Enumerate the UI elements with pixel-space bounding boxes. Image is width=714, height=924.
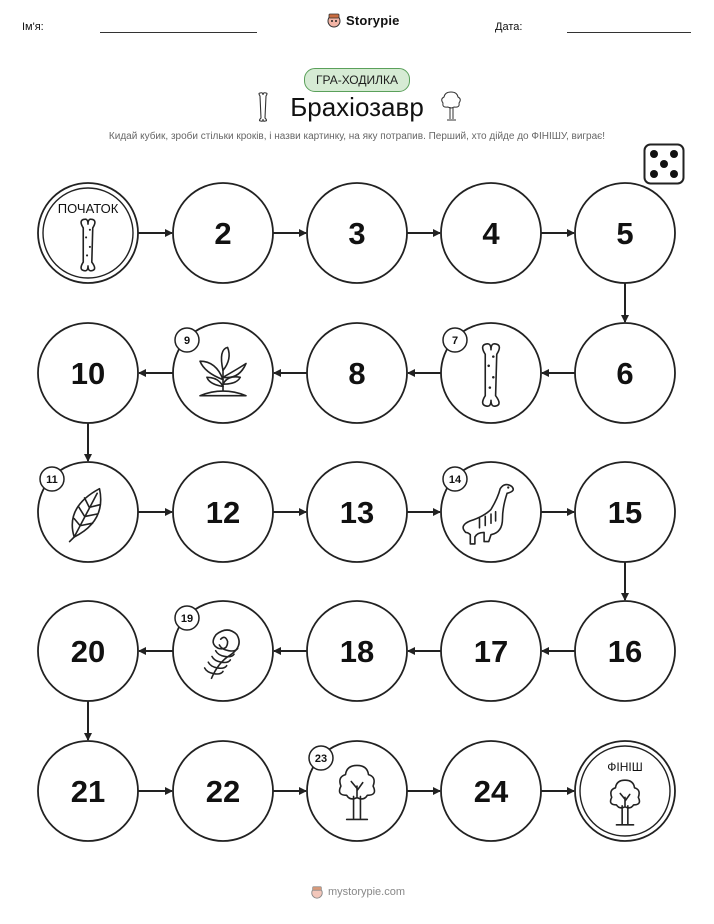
board-space-13: [307, 462, 407, 562]
space-number: 17: [473, 634, 509, 669]
board-space-3: [307, 183, 407, 283]
date-label: Дата:: [495, 21, 523, 33]
space-number: 14: [448, 474, 462, 486]
bone-icon: [483, 344, 500, 406]
board-space-12: [173, 462, 273, 562]
space-number: 5: [616, 216, 634, 251]
space-number: 3: [348, 216, 366, 251]
board-space-14: [441, 462, 541, 562]
board-space-21: [38, 741, 138, 841]
board-space-18: [307, 601, 407, 701]
space-number: 13: [339, 495, 375, 530]
board-space-25: [575, 741, 675, 841]
space-number: 10: [70, 356, 106, 391]
name-label: Ім'я:: [22, 21, 44, 33]
board-space-2: [173, 183, 273, 283]
space-number: 24: [473, 774, 509, 809]
space-number: 4: [482, 216, 500, 251]
space-number: 16: [607, 634, 643, 669]
bone-icon: [81, 219, 95, 271]
game-type-badge: ГРА-ХОДИЛКА: [304, 68, 410, 92]
space-number: 21: [70, 774, 106, 809]
board-space-22: [173, 741, 273, 841]
board-space-10: [38, 323, 138, 423]
instructions: Кидай кубик, зроби стільки кроків, і назви картинку, на яку потрапив. Перший, хто дійде до ФІНІШУ, виграє!: [108, 131, 606, 142]
space-number: 2: [214, 216, 232, 251]
page-title: Брахіозавр: [290, 92, 424, 122]
board-space-4: [441, 183, 541, 283]
storypie-mascot-icon: [310, 885, 324, 899]
space-number: 8: [348, 356, 366, 391]
board-space-8: [307, 323, 407, 423]
board-space-19: [173, 601, 273, 701]
space-number: 9: [183, 335, 191, 347]
board-space-9: [173, 323, 273, 423]
space-number: 6: [616, 356, 634, 391]
board-space-15: [575, 462, 675, 562]
board-space-16: [575, 601, 675, 701]
space-number: 19: [180, 613, 194, 625]
board-space-20: [38, 601, 138, 701]
footer-url: mystorypie.com: [328, 886, 406, 898]
board-space-1: [38, 183, 138, 283]
space-number: 22: [205, 774, 241, 809]
brand-name: Storypie: [346, 12, 400, 28]
space-number: 23: [314, 753, 328, 765]
board-space-7: [441, 323, 541, 423]
board-space-17: [441, 601, 541, 701]
board-space-23: [307, 741, 407, 841]
board-space-6: [575, 323, 675, 423]
space-number: 15: [607, 495, 643, 530]
board-space-24: [441, 741, 541, 841]
footer: [310, 885, 405, 899]
space-number: 12: [205, 495, 241, 530]
start-label: ПОЧАТОК: [57, 201, 119, 216]
space-number: 7: [451, 335, 459, 347]
board-space-11: [38, 462, 138, 562]
space-number: 11: [46, 474, 58, 486]
finish-label: ФІНІШ: [607, 760, 643, 774]
space-number: 18: [339, 634, 375, 669]
space-number: 20: [70, 634, 106, 669]
board-space-5: [575, 183, 675, 283]
